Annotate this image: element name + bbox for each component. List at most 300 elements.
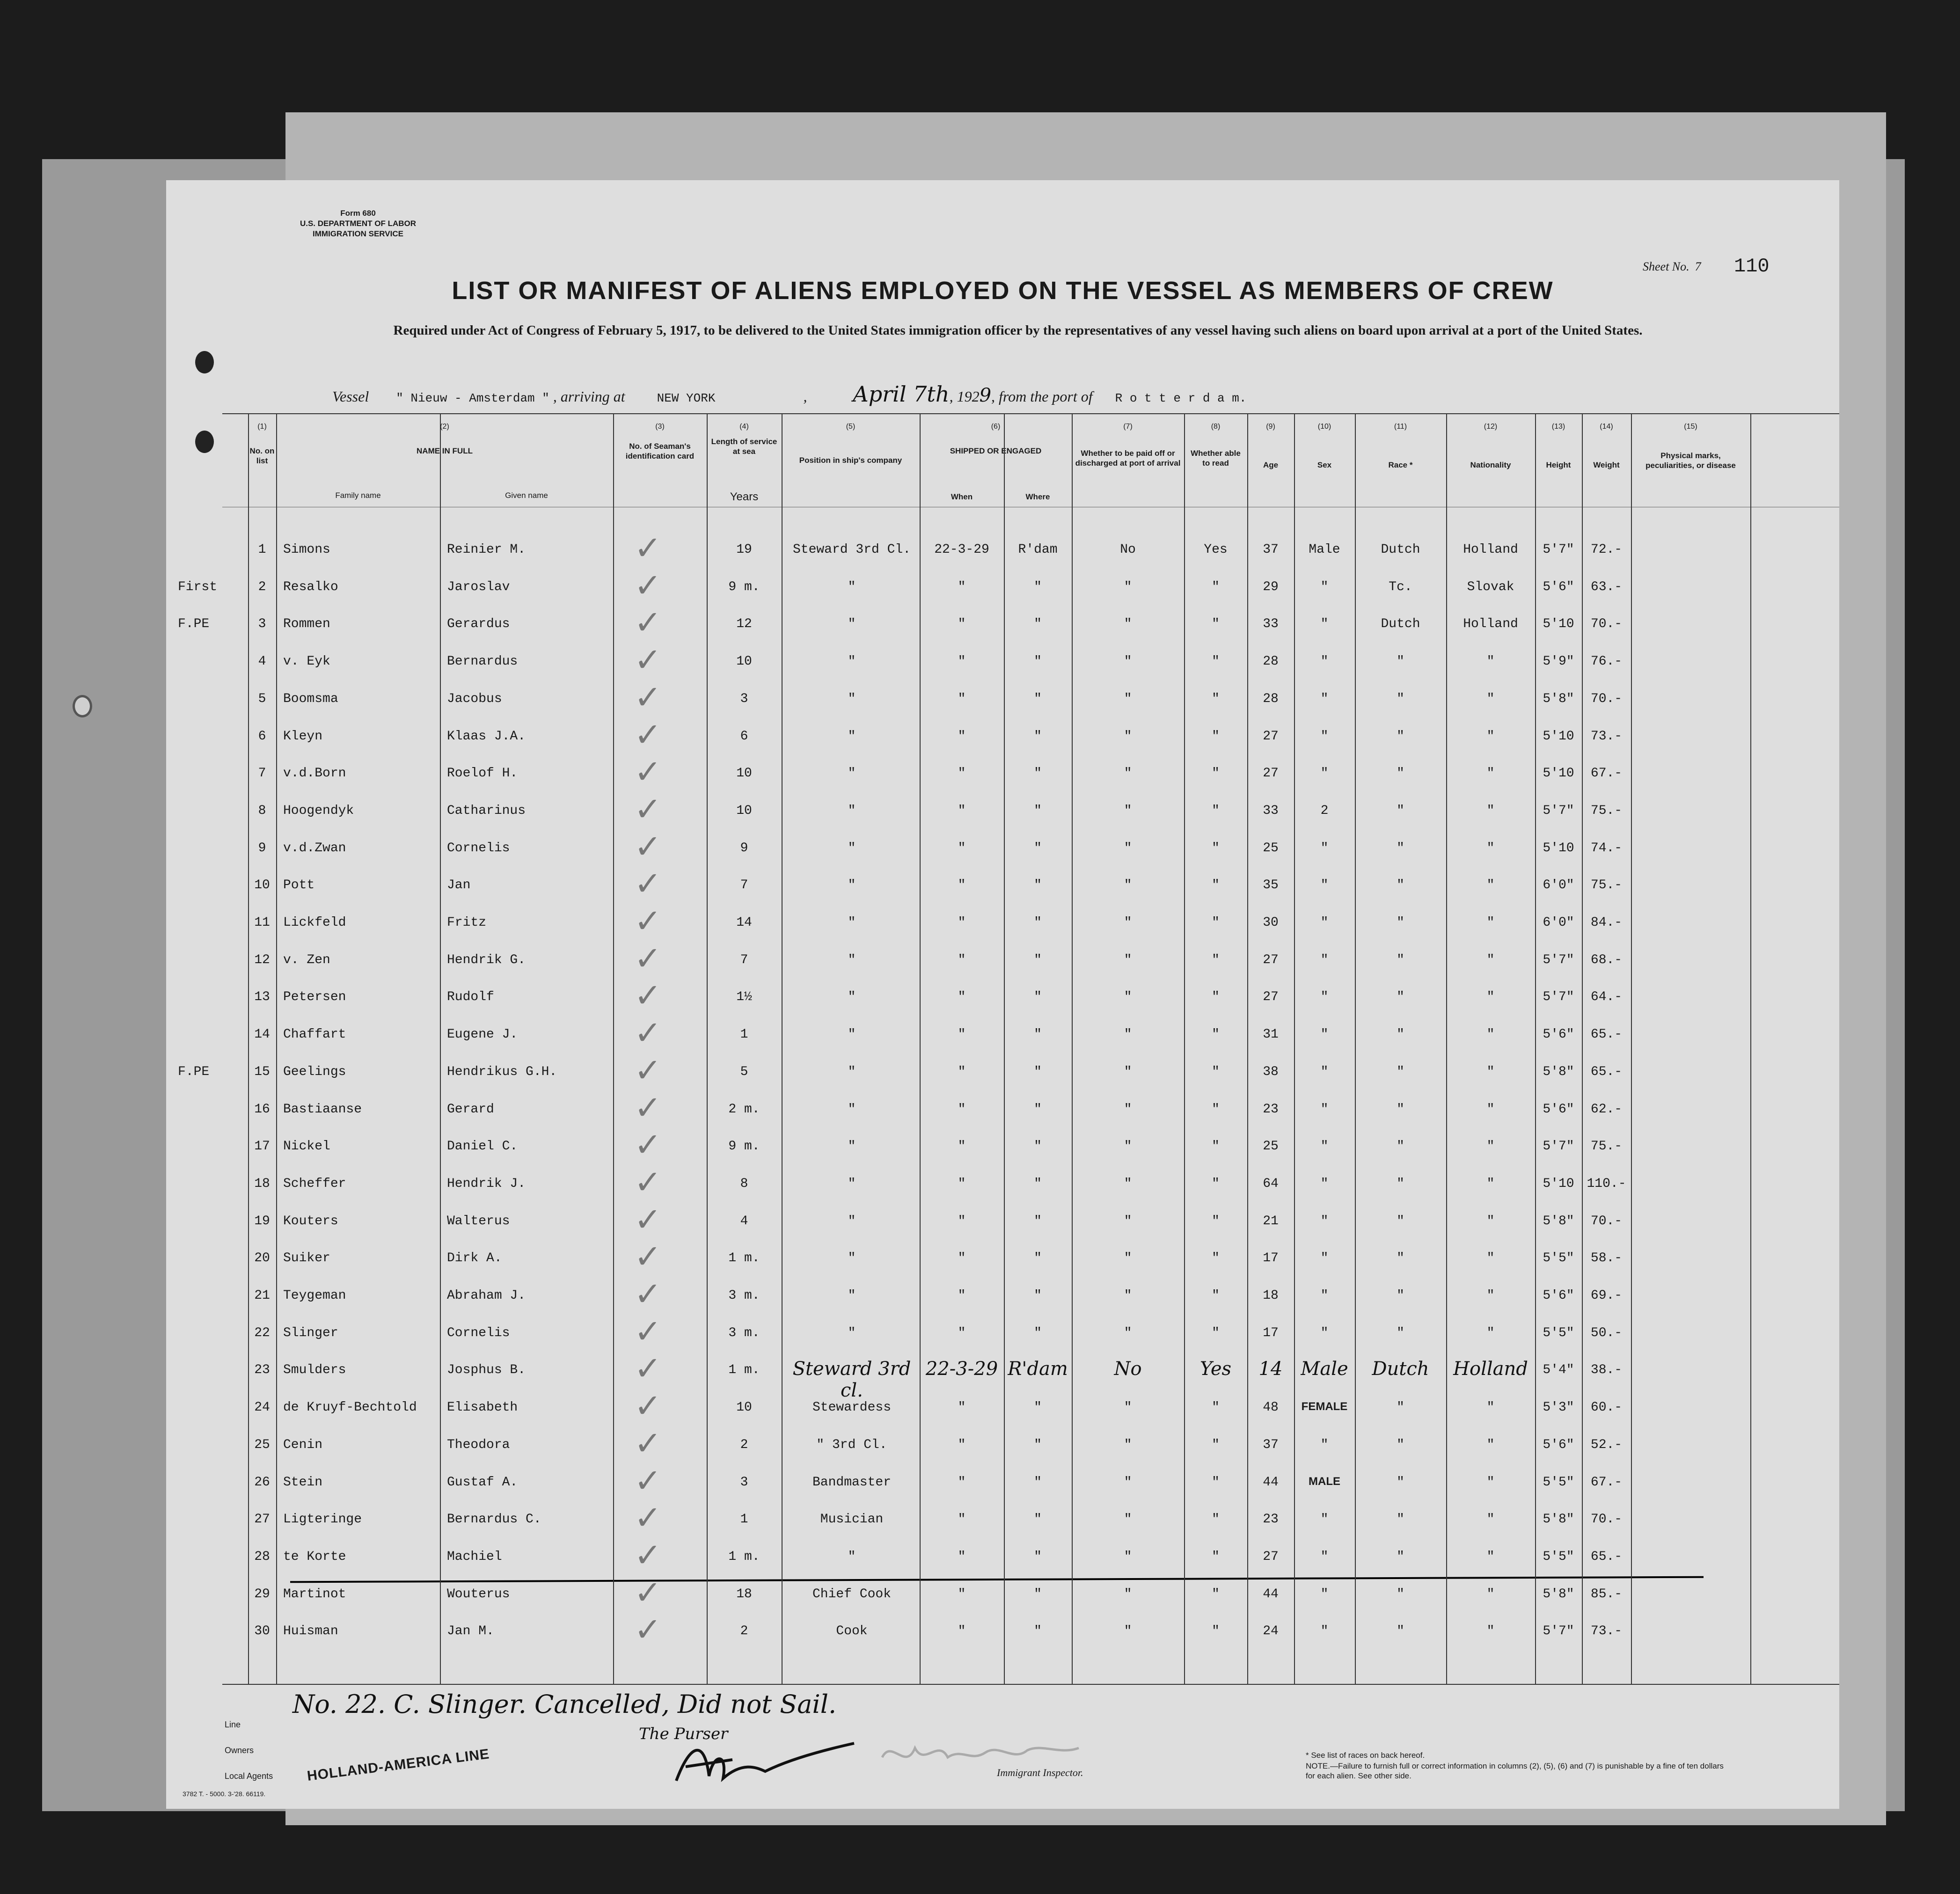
cell-position: " <box>848 915 856 930</box>
cell-years: 18 <box>736 1587 752 1601</box>
col-length-of-service: Length of service at sea <box>711 437 777 456</box>
cell-weight: 75.- <box>1590 878 1623 893</box>
cell-family: Boomsma <box>283 691 338 706</box>
cell-nat: " <box>1486 878 1495 893</box>
cell-age: 18 <box>1263 1288 1279 1303</box>
cell-position: " <box>848 1288 856 1303</box>
cell-nat: " <box>1486 1064 1495 1079</box>
cell-position: " <box>848 729 856 744</box>
cell-position: " <box>848 691 856 706</box>
cell-race: " <box>1397 1475 1404 1490</box>
cell-race: " <box>1397 766 1404 781</box>
cell-read: " <box>1212 1288 1220 1303</box>
holland-america-stamp: HOLLAND-AMERICA LINE <box>306 1746 490 1784</box>
cell-height: 5'10 <box>1543 1176 1574 1191</box>
cell-weight: 85.- <box>1590 1587 1623 1601</box>
cell-when: " <box>958 579 966 594</box>
table-row <box>222 715 1839 762</box>
cell-no: 13 <box>254 990 270 1005</box>
cell-where: " <box>1034 579 1042 594</box>
cell-years: 10 <box>736 654 752 669</box>
column-rule <box>1004 413 1005 1684</box>
table-row <box>222 1312 1839 1359</box>
cell-family: Suiker <box>283 1251 330 1266</box>
cell-position: Steward 3rd Cl. <box>792 542 911 557</box>
cell-family: Nickel <box>283 1139 330 1154</box>
cell-paid: " <box>1124 878 1132 893</box>
cell-years: 7 <box>740 952 748 967</box>
cell-height: 5'5" <box>1543 1251 1574 1266</box>
check-mark-icon: ✓ <box>634 529 662 567</box>
cell-race: Dutch <box>1372 1358 1429 1380</box>
cell-family: Rommen <box>283 617 330 632</box>
cell-height: 5'7" <box>1543 990 1574 1005</box>
cell-read: " <box>1212 1475 1220 1490</box>
cell-years: 9 <box>740 841 748 856</box>
cell-read: " <box>1212 803 1220 818</box>
check-mark-icon: ✓ <box>634 753 662 791</box>
cell-sex: " <box>1320 691 1329 706</box>
cell-given: Daniel C. <box>447 1139 518 1154</box>
cell-paid: " <box>1124 654 1132 669</box>
cell-read: " <box>1212 766 1220 781</box>
cell-height: 5'5" <box>1543 1475 1574 1490</box>
cell-years: 9 m. <box>728 1139 760 1154</box>
cell-paid: " <box>1124 1102 1132 1117</box>
cell-family: Simons <box>283 542 330 557</box>
cell-position: Steward 3rd cl. <box>792 1358 911 1402</box>
punch-hole-2 <box>195 431 214 453</box>
cell-family: Ligteringe <box>283 1512 362 1527</box>
cell-given: Abraham J. <box>447 1288 526 1303</box>
cell-years: 9 m. <box>728 579 760 594</box>
cell-no: 2 <box>258 579 266 594</box>
cell-age: 17 <box>1263 1325 1279 1340</box>
table-row <box>222 1237 1839 1284</box>
cell-height: 5'7" <box>1543 952 1574 967</box>
column-rule <box>248 413 249 1684</box>
table-row <box>222 864 1839 911</box>
cell-where: " <box>1034 878 1042 893</box>
cell-race: " <box>1397 952 1404 967</box>
col-where: Where <box>1025 492 1050 501</box>
cell-age: 38 <box>1263 1064 1279 1079</box>
table-row <box>178 603 1839 650</box>
cell-age: 27 <box>1263 729 1279 744</box>
table-row <box>222 790 1839 837</box>
cell-given: Jaroslav <box>447 579 510 594</box>
cell-age: 30 <box>1263 915 1279 930</box>
cell-weight: 73.- <box>1590 1624 1623 1639</box>
cell-weight: 67.- <box>1590 1475 1623 1490</box>
col-when: When <box>951 492 973 501</box>
cell-position: Chief Cook <box>812 1587 892 1601</box>
check-mark-icon: ✓ <box>634 902 662 940</box>
cell-given: Jacobus <box>447 691 502 706</box>
sheet-number: Sheet No. 7 <box>1643 260 1701 273</box>
cell-position: Cook <box>836 1624 868 1639</box>
cell-family: de Kruyf-Bechtold <box>283 1400 417 1415</box>
cell-given: Jan <box>447 878 471 893</box>
cell-race: " <box>1397 1139 1404 1154</box>
cell-where: " <box>1034 729 1042 744</box>
cell-height: 5'7" <box>1543 1624 1574 1639</box>
cell-nat: " <box>1486 766 1495 781</box>
cell-nat: " <box>1486 1288 1495 1303</box>
cell-where: " <box>1034 617 1042 632</box>
cell-race: " <box>1397 1512 1404 1527</box>
cell-given: Jan M. <box>447 1624 494 1639</box>
cell-no: 15 <box>254 1064 270 1079</box>
table-row <box>222 1200 1839 1247</box>
cell-nat: " <box>1486 1400 1495 1415</box>
cell-given: Machiel <box>447 1549 502 1564</box>
cell-nat: " <box>1486 1214 1495 1229</box>
cell-given: Roelof H. <box>447 766 518 781</box>
cell-where: " <box>1034 1139 1042 1154</box>
cell-family: Smulders <box>283 1363 346 1378</box>
cell-age: 17 <box>1263 1251 1279 1266</box>
cell-paid: " <box>1124 1512 1132 1527</box>
cell-sex: 2 <box>1320 803 1329 818</box>
column-rule <box>1582 413 1583 1684</box>
vessel-name: " Nieuw - Amsterdam " <box>396 391 549 405</box>
cell-where: " <box>1034 1176 1042 1191</box>
cell-sex: " <box>1320 915 1329 930</box>
cell-given: Walterus <box>447 1214 510 1229</box>
column-rule <box>276 413 277 1684</box>
check-mark-icon: ✓ <box>634 864 662 903</box>
cell-age: 23 <box>1263 1102 1279 1117</box>
cell-height: 5'8" <box>1543 1587 1574 1601</box>
cell-position: Musician <box>820 1512 884 1527</box>
cell-paid: " <box>1124 803 1132 818</box>
cell-race: " <box>1397 1251 1404 1266</box>
cell-weight: 60.- <box>1590 1400 1623 1415</box>
cell-given: Gerard <box>447 1102 494 1117</box>
cell-nat: " <box>1486 1251 1495 1266</box>
table-row <box>222 827 1839 874</box>
cell-years: 19 <box>736 542 752 557</box>
cell-race: " <box>1397 841 1404 856</box>
owners-label: Owners <box>225 1746 254 1755</box>
check-mark-icon: ✓ <box>634 1610 662 1649</box>
cell-given: Cornelis <box>447 841 510 856</box>
cell-age: 64 <box>1263 1176 1279 1191</box>
cell-weight: 64.- <box>1590 990 1623 1005</box>
cell-paid: " <box>1124 1587 1132 1601</box>
check-mark-icon: ✓ <box>634 939 662 978</box>
cell-given: Hendrik G. <box>447 952 526 967</box>
col-age: Age <box>1263 461 1279 469</box>
table-row <box>178 1051 1839 1098</box>
cell-sex: " <box>1320 1139 1329 1154</box>
column-rule <box>613 413 614 1684</box>
cell-weight: 65.- <box>1590 1549 1623 1564</box>
col-paid-off: Whether to be paid off or discharged at port of arrival <box>1075 449 1181 468</box>
check-mark-icon: ✓ <box>634 1200 662 1239</box>
cell-nat: Holland <box>1463 617 1518 632</box>
cell-position: " <box>848 1027 856 1042</box>
margin-note: First <box>178 579 218 594</box>
check-mark-icon: ✓ <box>634 827 662 866</box>
check-mark-icon: ✓ <box>634 976 662 1015</box>
cell-where: " <box>1034 1288 1042 1303</box>
cell-height: 5'6" <box>1543 1027 1574 1042</box>
cell-when: " <box>958 1325 966 1340</box>
cell-weight: 50.- <box>1590 1325 1623 1340</box>
cell-paid: No <box>1114 1358 1142 1380</box>
check-mark-icon: ✓ <box>634 1163 662 1201</box>
cell-weight: 70.- <box>1590 1512 1623 1527</box>
cell-read: " <box>1212 729 1220 744</box>
column-rule <box>1535 413 1536 1684</box>
check-mark-icon: ✓ <box>634 1051 662 1090</box>
inspector-label: Immigrant Inspector. <box>997 1767 1083 1778</box>
cell-read: " <box>1212 990 1220 1005</box>
cell-family: Kouters <box>283 1214 338 1229</box>
cell-paid: " <box>1124 915 1132 930</box>
cell-given: Bernardus C. <box>447 1512 541 1527</box>
cell-when: " <box>958 1251 966 1266</box>
cell-no: 6 <box>258 729 266 744</box>
cell-age: 37 <box>1263 1437 1279 1452</box>
cell-position: " 3rd Cl. <box>816 1437 887 1452</box>
cell-paid: " <box>1124 1437 1132 1452</box>
cell-where: " <box>1034 1624 1042 1639</box>
cell-age: 33 <box>1263 617 1279 632</box>
cell-age: 25 <box>1263 1139 1279 1154</box>
cell-no: 22 <box>254 1325 270 1340</box>
cell-years: 2 <box>740 1624 748 1639</box>
cell-read: " <box>1212 691 1220 706</box>
cell-weight: 84.- <box>1590 915 1623 930</box>
cell-years: 1 <box>740 1027 748 1042</box>
cell-age: 27 <box>1263 952 1279 967</box>
cell-family: v.d.Zwan <box>283 841 346 856</box>
cell-when: " <box>958 766 966 781</box>
cell-years: 2 <box>740 1437 748 1452</box>
col-no-on-list: No. on list <box>249 446 275 465</box>
cell-sex: Male <box>1309 542 1340 557</box>
cell-given: Bernardus <box>447 654 518 669</box>
cell-years: 2 m. <box>728 1102 760 1117</box>
cell-years: 3 m. <box>728 1288 760 1303</box>
cell-no: 26 <box>254 1475 270 1490</box>
table-row <box>222 902 1839 949</box>
cell-when: " <box>958 1512 966 1527</box>
cell-sex: MALE <box>1309 1475 1340 1488</box>
cell-age: 21 <box>1263 1214 1279 1229</box>
cell-where: " <box>1034 841 1042 856</box>
cell-paid: " <box>1124 952 1132 967</box>
cell-years: 10 <box>736 803 752 818</box>
cell-nat: " <box>1486 1624 1495 1639</box>
cell-sex: " <box>1320 1176 1329 1191</box>
cell-where: " <box>1034 952 1042 967</box>
cell-read: " <box>1212 1027 1220 1042</box>
column-rule <box>920 413 921 1684</box>
cell-weight: 63.- <box>1590 579 1623 594</box>
cell-position: " <box>848 952 856 967</box>
cell-weight: 58.- <box>1590 1251 1623 1266</box>
cell-given: Wouterus <box>447 1587 510 1601</box>
cell-race: " <box>1397 878 1404 893</box>
table-row <box>222 1275 1839 1322</box>
column-rule <box>782 413 783 1684</box>
cell-family: Petersen <box>283 990 346 1005</box>
cell-sex: " <box>1320 1288 1329 1303</box>
form-identifier: Form 680 U.S. DEPARTMENT OF LABOR IMMIGRATION SERVICE <box>300 209 417 238</box>
cell-family: te Korte <box>283 1549 346 1564</box>
cell-position: " <box>848 1251 856 1266</box>
cell-where: " <box>1034 1214 1042 1229</box>
table-row <box>222 641 1839 687</box>
cell-race: " <box>1397 990 1404 1005</box>
cell-paid: " <box>1124 691 1132 706</box>
cell-no: 29 <box>254 1587 270 1601</box>
manifest-sheet <box>166 180 1839 1809</box>
check-mark-icon: ✓ <box>634 1014 662 1053</box>
cell-read: Yes <box>1199 1358 1232 1380</box>
cell-where: R'dam <box>1018 542 1058 557</box>
cell-weight: 72.- <box>1590 542 1623 557</box>
cell-age: 44 <box>1263 1587 1279 1601</box>
cell-sex: " <box>1320 878 1329 893</box>
cell-family: v. Zen <box>283 952 330 967</box>
cell-no: 7 <box>258 766 266 781</box>
cell-no: 12 <box>254 952 270 967</box>
cell-years: 1½ <box>736 990 752 1005</box>
cell-height: 5'10 <box>1543 617 1574 632</box>
cell-race: Tc. <box>1389 579 1412 594</box>
cell-height: 5'6" <box>1543 1437 1574 1452</box>
cell-height: 5'6" <box>1543 1288 1574 1303</box>
cell-read: " <box>1212 1214 1220 1229</box>
cell-given: Gustaf A. <box>447 1475 518 1490</box>
cell-height: 5'10 <box>1543 729 1574 744</box>
arrival-date: April 7th <box>853 381 950 407</box>
cell-weight: 65.- <box>1590 1027 1623 1042</box>
cell-paid: " <box>1124 990 1132 1005</box>
cell-weight: 73.- <box>1590 729 1623 744</box>
arrival-port: NEW YORK <box>657 391 716 405</box>
cell-no: 18 <box>254 1176 270 1191</box>
cell-given: Hendrikus G.H. <box>447 1064 557 1079</box>
cell-read: " <box>1212 878 1220 893</box>
table-row <box>178 566 1839 613</box>
cell-race: " <box>1397 1176 1404 1191</box>
cell-where: " <box>1034 990 1042 1005</box>
cell-sex: " <box>1320 990 1329 1005</box>
column-rule <box>440 413 441 1684</box>
cell-paid: " <box>1124 1214 1132 1229</box>
cell-years: 12 <box>736 617 752 632</box>
cell-when: " <box>958 1102 966 1117</box>
check-mark-icon: ✓ <box>634 1349 662 1388</box>
cell-nat: " <box>1486 1176 1495 1191</box>
cell-no: 17 <box>254 1139 270 1154</box>
cell-weight: 69.- <box>1590 1288 1623 1303</box>
cell-years: 6 <box>740 729 748 744</box>
cell-when: 22-3-29 <box>934 542 989 557</box>
cell-age: 35 <box>1263 878 1279 893</box>
check-mark-icon: ✓ <box>634 1573 662 1612</box>
check-mark-icon: ✓ <box>634 641 662 680</box>
check-mark-icon: ✓ <box>634 1088 662 1127</box>
cell-race: " <box>1397 691 1404 706</box>
cell-weight: 52.- <box>1590 1437 1623 1452</box>
cell-no: 20 <box>254 1251 270 1266</box>
cell-read: " <box>1212 1139 1220 1154</box>
cell-family: Resalko <box>283 579 338 594</box>
cell-where: " <box>1034 1027 1042 1042</box>
cell-read: " <box>1212 1624 1220 1639</box>
cell-age: 27 <box>1263 766 1279 781</box>
cell-position: " <box>848 766 856 781</box>
cell-given: Elisabeth <box>447 1400 518 1415</box>
cell-nat: " <box>1486 1475 1495 1490</box>
cell-height: 5'8" <box>1543 1214 1574 1229</box>
purser-signature <box>672 1734 859 1795</box>
check-mark-icon: ✓ <box>634 678 662 717</box>
cell-when: " <box>958 1139 966 1154</box>
cell-race: " <box>1397 1064 1404 1079</box>
cell-where: " <box>1034 1325 1042 1340</box>
cell-years: 10 <box>736 1400 752 1415</box>
cell-where: R'dam <box>1008 1358 1068 1380</box>
cell-race: " <box>1397 1549 1404 1564</box>
column-rule <box>1247 413 1248 1684</box>
cell-family: Teygeman <box>283 1288 346 1303</box>
legal-requirement: Required under Act of Congress of February 5, 1917, to be delivered to the United States immigration officer by the representatives of any vessel having such aliens on board upon arrival at a port of the United States. <box>393 323 1643 338</box>
cell-when: " <box>958 617 966 632</box>
cell-when: " <box>958 1475 966 1490</box>
cell-sex: " <box>1320 654 1329 669</box>
table-row <box>222 678 1839 725</box>
cell-read: Yes <box>1204 542 1228 557</box>
cell-nat: " <box>1486 1027 1495 1042</box>
cell-sex: " <box>1320 579 1329 594</box>
cell-paid: " <box>1124 1624 1132 1639</box>
cell-years: 1 <box>740 1512 748 1527</box>
col-seaman-card: No. of Seaman's identification card <box>625 442 695 461</box>
cell-given: Rudolf <box>447 990 494 1005</box>
cell-race: " <box>1397 1587 1404 1601</box>
check-mark-icon: ✓ <box>634 1387 662 1426</box>
cell-age: 14 <box>1258 1358 1283 1380</box>
cell-no: 25 <box>254 1437 270 1452</box>
cell-height: 5'8" <box>1543 1512 1574 1527</box>
cell-no: 5 <box>258 691 266 706</box>
cell-nat: " <box>1486 803 1495 818</box>
check-mark-icon: ✓ <box>634 1126 662 1164</box>
cell-race: " <box>1397 1102 1404 1117</box>
table-row <box>222 1349 1839 1402</box>
table-row <box>222 1610 1839 1657</box>
col-name-in-full: NAME IN FULL <box>417 446 473 455</box>
cell-position: " <box>848 617 856 632</box>
cell-read: " <box>1212 617 1220 632</box>
check-mark-icon: ✓ <box>634 790 662 828</box>
manifest-title: LIST OR MANIFEST OF ALIENS EMPLOYED ON THE VESSEL AS MEMBERS OF CREW <box>452 277 1554 305</box>
cell-sex: " <box>1320 1064 1329 1079</box>
vessel-line: Vessel " Nieuw - Amsterdam " , arriving at NEW YORK , April 7th, 1929, from the port of R o t t e r d a m. <box>332 381 1247 407</box>
cell-position: " <box>848 990 856 1005</box>
col-nationality: Nationality <box>1470 461 1511 469</box>
cell-paid: " <box>1124 729 1132 744</box>
cell-nat: " <box>1486 1325 1495 1340</box>
